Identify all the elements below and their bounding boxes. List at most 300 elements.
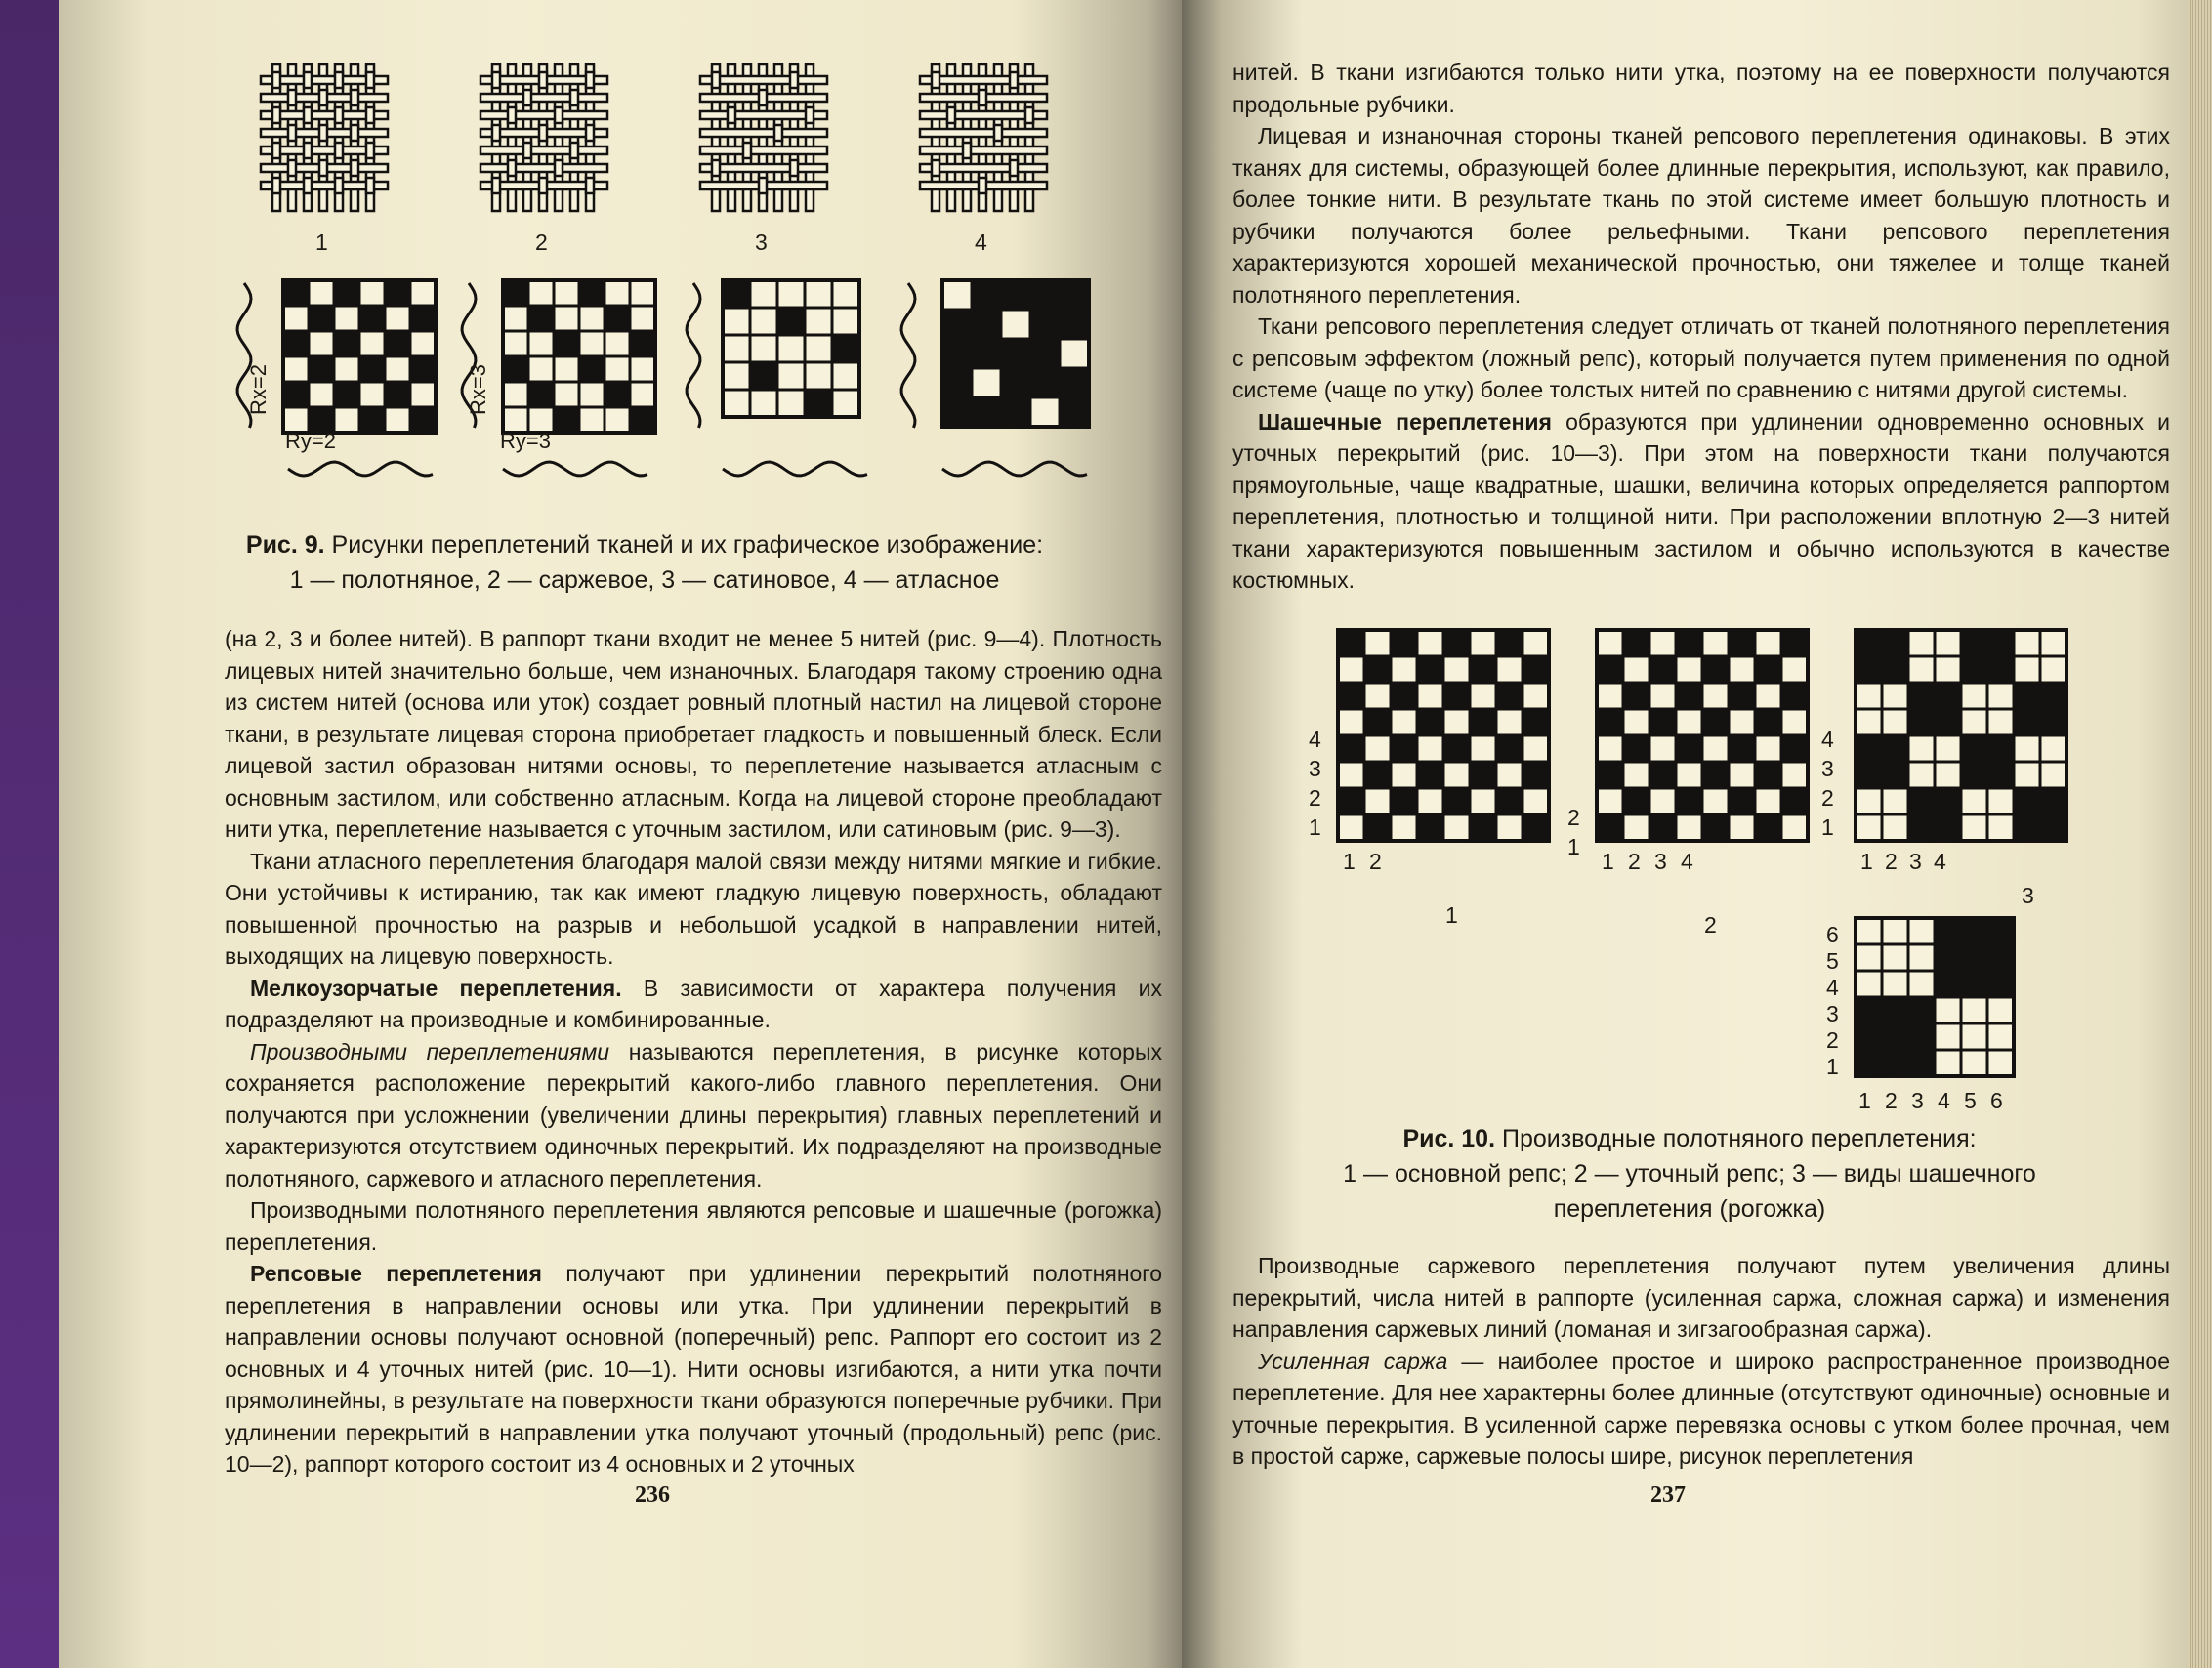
grid-cell — [723, 335, 750, 362]
grid-cell — [1935, 918, 1961, 944]
warp-over — [523, 143, 531, 158]
grid-cell — [385, 382, 410, 407]
g4-col-number: 1 — [1858, 1088, 1871, 1113]
grid-cell — [554, 356, 579, 382]
grid-cell — [1649, 788, 1676, 814]
warp-over — [979, 90, 986, 105]
grid-cell — [1623, 762, 1649, 788]
right-paragraph-5: Производные саржевого переплетения получают путем увеличения длины перекрытий, числа нитей в раппорте (усиленная саржа, сложная саржа) и изменения направления саржевых линий (ломаная и зигзагообразная саржа). — [1232, 1253, 2170, 1342]
grid-cell — [503, 382, 528, 407]
fig10-caption-text: Производные полотняного переплетения: — [1495, 1125, 1977, 1152]
rapport-y-label-2: Ry=3 — [500, 429, 551, 453]
warp-section-3 — [687, 283, 700, 428]
grid-cell — [1391, 735, 1417, 762]
warp-over — [335, 72, 343, 88]
grid-cell — [1001, 280, 1030, 310]
grid-cell — [1417, 656, 1443, 683]
left-paragraph-2: Ткани атласного переплетения благодаря малой связи между нитями мягкие и гибкие. Они устойчивы к истиранию, так как имеют гладкую лицевую поверхность, обладают повышенной прочностью на разрыв и небольшой усадкой в направлении нитей, выходящих на лицевую поверхность. — [225, 848, 1162, 969]
grid-cell — [1391, 656, 1417, 683]
grid-cell — [972, 310, 1001, 339]
grid-cell — [750, 390, 777, 417]
grid-cell — [1676, 656, 1702, 683]
warp-over — [335, 178, 343, 193]
grid-cell — [942, 310, 972, 339]
grid-cell — [1755, 630, 1781, 656]
grid-cell — [2040, 735, 2066, 762]
grid-cell — [605, 356, 630, 382]
warp-over — [932, 72, 939, 88]
grid-cell — [283, 382, 309, 407]
grid-cell — [554, 407, 579, 433]
heading-small-pattern: Мелкоузорчатые переплетения. — [250, 975, 622, 1001]
grid-cell — [1882, 735, 1908, 762]
right-page — [1182, 0, 2188, 1668]
grid-cell — [1391, 709, 1417, 735]
grid-cell — [503, 306, 528, 331]
grid-cell — [1856, 683, 1882, 709]
grid-cell — [1908, 709, 1935, 735]
fig10-caption-line2: 1 — основной репс; 2 — уточный репс; 3 — виды шашечного — [1343, 1160, 2036, 1188]
grid-cell — [1987, 788, 2014, 814]
grid-cell — [1649, 709, 1676, 735]
grid-cell — [1882, 918, 1908, 944]
warp-over — [335, 143, 343, 158]
warp-over — [366, 143, 374, 158]
weave-label-4: 4 — [975, 229, 987, 255]
grid-cell — [410, 280, 436, 306]
warp-over — [272, 143, 280, 158]
grid-cell — [385, 407, 410, 433]
grid-cell — [1781, 683, 1808, 709]
warp-over — [304, 72, 312, 88]
fig9-weave-drawings — [59, 59, 1133, 293]
weft-thread — [920, 129, 1047, 137]
g4-row-number: 3 — [1826, 1001, 1839, 1026]
grid-cell — [1443, 814, 1470, 841]
grid-cell — [2040, 656, 2066, 683]
grid-cell — [1443, 735, 1470, 762]
grid-cell — [2014, 683, 2040, 709]
grid-cell — [359, 331, 385, 356]
grid-cell — [1755, 788, 1781, 814]
g3-row-number: 2 — [1821, 785, 1834, 811]
grid-cell — [1935, 997, 1961, 1023]
warp-over — [351, 160, 358, 176]
grid-cell — [1729, 735, 1755, 762]
grid-cell — [605, 331, 630, 356]
grid-cell — [630, 356, 655, 382]
weave-label-2: 2 — [535, 229, 548, 255]
left-paragraph-3 — [225, 973, 1162, 1036]
sateen-weave-grid — [723, 280, 859, 417]
grid-cell — [1856, 735, 1882, 762]
grid-cell — [1961, 944, 1987, 971]
g1-row-number: 4 — [1309, 727, 1321, 752]
grid-cell — [1470, 735, 1496, 762]
grid-cell — [777, 335, 805, 362]
grid-cell — [972, 339, 1001, 368]
grid-cell — [283, 331, 309, 356]
grid-cell — [1961, 788, 1987, 814]
grid-cell — [1060, 339, 1089, 368]
grid-cell — [283, 280, 309, 306]
grid-cell — [750, 280, 777, 308]
grid-cell — [1961, 971, 1987, 997]
fig10-caption-title: Рис. 10. — [1402, 1125, 1496, 1152]
grid-cell — [1755, 762, 1781, 788]
grid-cell — [1364, 788, 1391, 814]
grid-cell — [359, 356, 385, 382]
grid-cell — [1364, 735, 1391, 762]
grid-cell — [1755, 814, 1781, 841]
grid-cell — [777, 362, 805, 390]
grid-cell — [1987, 709, 2014, 735]
grid-cell — [1597, 735, 1623, 762]
grid-cell — [1882, 762, 1908, 788]
g2-row-number: 1 — [1567, 834, 1580, 859]
grid-cell — [972, 280, 1001, 310]
grid-cell — [1391, 630, 1417, 656]
grid-cell — [805, 362, 832, 390]
grid-cell — [385, 331, 410, 356]
grid-cell — [1935, 788, 1961, 814]
grid-cell — [1908, 630, 1935, 656]
grid-cell — [528, 382, 554, 407]
warp-over — [304, 178, 312, 193]
warp-over — [508, 160, 516, 176]
grid-cell — [1755, 709, 1781, 735]
grid-cell — [1676, 814, 1702, 841]
grid-cell — [503, 280, 528, 306]
grid-cell — [1338, 683, 1364, 709]
grid-cell — [1364, 656, 1391, 683]
grid-cell — [1856, 1023, 1882, 1050]
grid-cell — [1987, 630, 2014, 656]
weft-section-3 — [723, 462, 867, 476]
grid-cell — [1856, 788, 1882, 814]
grid-cell — [410, 407, 436, 433]
warp-section-4 — [901, 283, 915, 428]
grid-cell — [528, 280, 554, 306]
grid-cell — [630, 306, 655, 331]
grid-cell — [1338, 656, 1364, 683]
heading-reps-weaves: Репсовые переплетения — [250, 1261, 542, 1286]
grid-cell — [1417, 788, 1443, 814]
left-paragraph-6 — [225, 1258, 1162, 1480]
right-paragraph-6 — [1232, 1346, 2170, 1473]
warp-over — [586, 72, 594, 88]
fig10-caption — [1240, 1121, 2139, 1227]
grid-cell — [1496, 788, 1523, 814]
grid-cell — [1649, 630, 1676, 656]
grid-cell — [1702, 762, 1729, 788]
grid-cell — [1417, 735, 1443, 762]
grid-cell — [1470, 656, 1496, 683]
grid-cell — [805, 335, 832, 362]
warp-over — [319, 160, 327, 176]
g4-row-number: 5 — [1826, 948, 1839, 974]
grid-cell — [283, 356, 309, 382]
grid-cell — [1364, 709, 1391, 735]
grid-cell — [1729, 656, 1755, 683]
grid-cell — [1649, 814, 1676, 841]
grid-cell — [1935, 683, 1961, 709]
grid-cell — [1470, 814, 1496, 841]
warp-over — [335, 107, 343, 123]
warp-over — [555, 160, 563, 176]
left-paragraph-5: Производными полотняного переплетения являются репсовые и шашечные (рогожка) переплетения. — [225, 1197, 1162, 1255]
grid-cell — [1417, 762, 1443, 788]
right-paragraph-2: Лицевая и изнаночная стороны тканей репсового переплетения одинаковы. В этих тканях для системы, образующей более длинные перекрытия, используют, как правило, более тонкие нити. В результате ткань по этой системе имеет большую плотность и рубчики получаются более рельефными. Ткани репсового переплетения характеризуются хорошей механической прочностью, они тяжелее и толще тканей полотняного переплетения. — [1232, 123, 2170, 308]
grid-cell — [942, 368, 972, 397]
grid-cell — [1030, 397, 1060, 427]
grid-cell — [1702, 683, 1729, 709]
grid-cell — [1030, 339, 1060, 368]
fig9-caption-title: Рис. 9. — [245, 531, 325, 559]
grid-cell — [605, 407, 630, 433]
grid-cell — [1882, 656, 1908, 683]
warp-over — [304, 143, 312, 158]
grid-cell — [1987, 814, 2014, 841]
warp-over — [947, 107, 955, 123]
grid-cell — [1338, 814, 1364, 841]
grid-cell — [1961, 709, 1987, 735]
warp-over — [790, 160, 798, 176]
grid-cell — [334, 382, 359, 407]
grid-cell — [1781, 814, 1808, 841]
warp-over — [492, 72, 500, 88]
grid-cell — [1649, 762, 1676, 788]
grid-cell — [1882, 788, 1908, 814]
grid-cell — [1523, 814, 1549, 841]
grid-cell — [2014, 814, 2040, 841]
grid-cell — [1961, 630, 1987, 656]
rapport-y-label-1: Ry=2 — [285, 429, 336, 453]
grid-cell — [579, 407, 605, 433]
weave-drawing-4 — [920, 64, 1047, 211]
grid-cell — [283, 306, 309, 331]
grid-cell — [1935, 656, 1961, 683]
grid-cell — [1597, 788, 1623, 814]
grid-cell — [942, 339, 972, 368]
grid-cell — [1781, 735, 1808, 762]
grid-cell — [750, 335, 777, 362]
left-paragraph-1: (на 2, 3 и более нитей). В раппорт ткани входит не менее 5 нитей (рис. 9—4). Плотность лицевых нитей значительно больше, чем изнаночных. Благодаря такому строению одна из систем нитей (основа или уток) создает ровный плотный настил на лицевой стороне ткани, в результате лицевая сторона приобретает гладкость и повышенный блеск. Если лицевой застил образован нитями основы, то переплетение называется атласным с основным застилом, или собственно атласным. Когда на лицевой стороне преобладают нити утка, переплетение называется с уточным застилом, или сатиновым (рис. 9—3). — [225, 626, 1162, 842]
g2-row-number: 2 — [1567, 805, 1580, 830]
g3-row-number: 3 — [1821, 756, 1834, 781]
weft-thread — [480, 111, 607, 119]
grid-cell — [1856, 656, 1882, 683]
g4-col-number: 5 — [1964, 1088, 1977, 1113]
grid-cell — [1729, 814, 1755, 841]
left-paragraph-4 — [225, 1036, 1162, 1195]
fig10-label-1: 1 — [1445, 902, 1458, 928]
g4-col-number: 2 — [1885, 1088, 1898, 1113]
grid-cell — [385, 356, 410, 382]
grid-cell — [2014, 630, 2040, 656]
grid-cell — [334, 407, 359, 433]
grid-cell — [2040, 762, 2066, 788]
warp-over — [319, 125, 327, 141]
warp-over — [712, 160, 720, 176]
g2-col-number: 2 — [1628, 849, 1641, 874]
g1-row-number: 2 — [1309, 785, 1321, 811]
grid-cell — [503, 331, 528, 356]
g1-row-number: 3 — [1309, 756, 1321, 781]
grid-cell — [1676, 735, 1702, 762]
grid-cell — [1882, 709, 1908, 735]
grid-cell — [1908, 683, 1935, 709]
grid-cell — [1987, 944, 2014, 971]
grid-cell — [723, 362, 750, 390]
grid-cell — [1597, 762, 1623, 788]
grid-cell — [723, 280, 750, 308]
warp-over — [272, 178, 280, 193]
grid-cell — [1470, 709, 1496, 735]
g4-row-number: 4 — [1826, 975, 1839, 1000]
grid-cell — [1417, 630, 1443, 656]
grid-cell — [1935, 762, 1961, 788]
grid-cell — [1338, 630, 1364, 656]
satin-weave-grid — [942, 280, 1089, 427]
grid-cell — [1676, 683, 1702, 709]
weft-thread — [480, 94, 607, 102]
warp-over — [539, 178, 547, 193]
grid-cell — [1882, 683, 1908, 709]
weft-section-4 — [942, 462, 1087, 476]
grid-cell — [1060, 368, 1089, 397]
grid-cell — [1856, 997, 1882, 1023]
grid-cell — [1001, 339, 1030, 368]
grid-cell — [972, 397, 1001, 427]
grid-cell — [1676, 709, 1702, 735]
grid-cell — [942, 397, 972, 427]
right-paragraph-6-text: — наиболее простое и широко распространенное производное переплетение. Для нее характерны более длинные (отсутствуют одиночные) основные и уточные перекрытия. В усиленной сарже перевязка основы с утком более прочная, чем в простой сарже, саржевые полосы шире, рисунок переплетения — [1232, 1348, 2170, 1469]
grid-cell — [2014, 709, 2040, 735]
warp-over — [932, 160, 939, 176]
warp-over — [963, 143, 971, 158]
grid-cell — [1001, 397, 1030, 427]
grid-cell — [359, 306, 385, 331]
grid-cell — [972, 368, 1001, 397]
grid-cell — [1338, 709, 1364, 735]
grid-cell — [334, 306, 359, 331]
weave-drawing-3 — [700, 64, 827, 211]
grid-cell — [1781, 630, 1808, 656]
grid-cell — [1338, 762, 1364, 788]
grid-cell — [1935, 1023, 1961, 1050]
grid-cell — [2040, 683, 2066, 709]
warp-over — [539, 125, 547, 141]
grid-cell — [1030, 310, 1060, 339]
warp-over — [492, 125, 500, 141]
warp-over — [288, 160, 296, 176]
warp-over — [508, 107, 516, 123]
grid-cell — [1856, 1050, 1882, 1076]
left-paragraph-6-text: получают при удлинении перекрытий полотняного переплетения в направлении основы или утка. При удлинении перекрытий в направлении основы получают основной (поперечный) репс. Раппорт его состоит из 2 основных и 4 уточных нитей (рис. 10—1). Нити основы изгибаются, а нити утка почти прямолинейны, в результате на поверхности ткани образуются поперечные рубчики. При удлинении перекрытий в направлении утка получают уточный (продольный) репс (рис. 10—2), раппорт которого состоит из 4 основных и 2 уточных — [225, 1261, 1162, 1477]
grid-cell — [1676, 788, 1702, 814]
grid-cell — [1623, 709, 1649, 735]
grid-cell — [1935, 735, 1961, 762]
warp-over — [319, 90, 327, 105]
term-derived-weaves: Производными переплетениями — [250, 1038, 610, 1064]
g4-col-number: 3 — [1911, 1088, 1924, 1113]
weft-reps-grid — [1597, 630, 1808, 841]
grid-cell — [723, 308, 750, 335]
grid-cell — [334, 331, 359, 356]
grid-cell — [2040, 788, 2066, 814]
grid-cell — [1523, 683, 1549, 709]
grid-cell — [554, 306, 579, 331]
grid-cell — [1597, 683, 1623, 709]
g4-col-number: 4 — [1938, 1088, 1950, 1113]
grid-cell — [1987, 971, 2014, 997]
grid-cell — [1882, 1023, 1908, 1050]
grid-cell — [832, 362, 859, 390]
grid-cell — [1935, 630, 1961, 656]
grid-cell — [1338, 735, 1364, 762]
warp-over — [272, 72, 280, 88]
grid-cell — [410, 356, 436, 382]
grid-cell — [1781, 788, 1808, 814]
grid-cell — [1496, 735, 1523, 762]
grid-cell — [1523, 656, 1549, 683]
grid-cell — [579, 280, 605, 306]
weft-thread — [920, 146, 1047, 154]
weave-label-1: 1 — [315, 229, 328, 255]
grid-cell — [630, 331, 655, 356]
grid-cell — [1443, 762, 1470, 788]
grid-cell — [309, 280, 334, 306]
fig10-label-3: 3 — [2022, 883, 2034, 908]
grid-cell — [1030, 368, 1060, 397]
grid-cell — [1623, 683, 1649, 709]
weft-section-1 — [288, 462, 433, 476]
grid-cell — [605, 382, 630, 407]
grid-cell — [1729, 788, 1755, 814]
grid-cell — [1755, 656, 1781, 683]
g4-row-number: 2 — [1826, 1027, 1839, 1053]
warp-over — [523, 90, 531, 105]
warp-over — [586, 178, 594, 193]
grid-cell — [630, 382, 655, 407]
grid-cell — [1702, 630, 1729, 656]
grid-cell — [359, 280, 385, 306]
grid-cell — [1961, 1023, 1987, 1050]
warp-over — [774, 125, 782, 141]
warp-over — [570, 143, 578, 158]
g4-row-number: 6 — [1826, 922, 1839, 947]
warp-over — [790, 72, 798, 88]
grid-cell — [1781, 709, 1808, 735]
page-number-right: 237 — [1650, 1482, 1686, 1508]
right-paragraph-1: нитей. В ткани изгибаются только нити утка, поэтому на ее поверхности получаются продольные рубчики. — [1232, 60, 2170, 117]
weft-thread — [700, 146, 827, 154]
fig10-label-2: 2 — [1704, 912, 1717, 938]
grid-cell — [1338, 788, 1364, 814]
warp-over — [288, 125, 296, 141]
grid-cell — [503, 356, 528, 382]
g2-col-number: 4 — [1681, 849, 1693, 874]
warp-over — [492, 178, 500, 193]
grid-cell — [1060, 310, 1089, 339]
grid-cell — [1781, 656, 1808, 683]
grid-cell — [309, 331, 334, 356]
warp-over — [979, 178, 986, 193]
grid-cell — [750, 362, 777, 390]
grid-cell — [1417, 709, 1443, 735]
g4-col-number: 6 — [1990, 1088, 2003, 1113]
